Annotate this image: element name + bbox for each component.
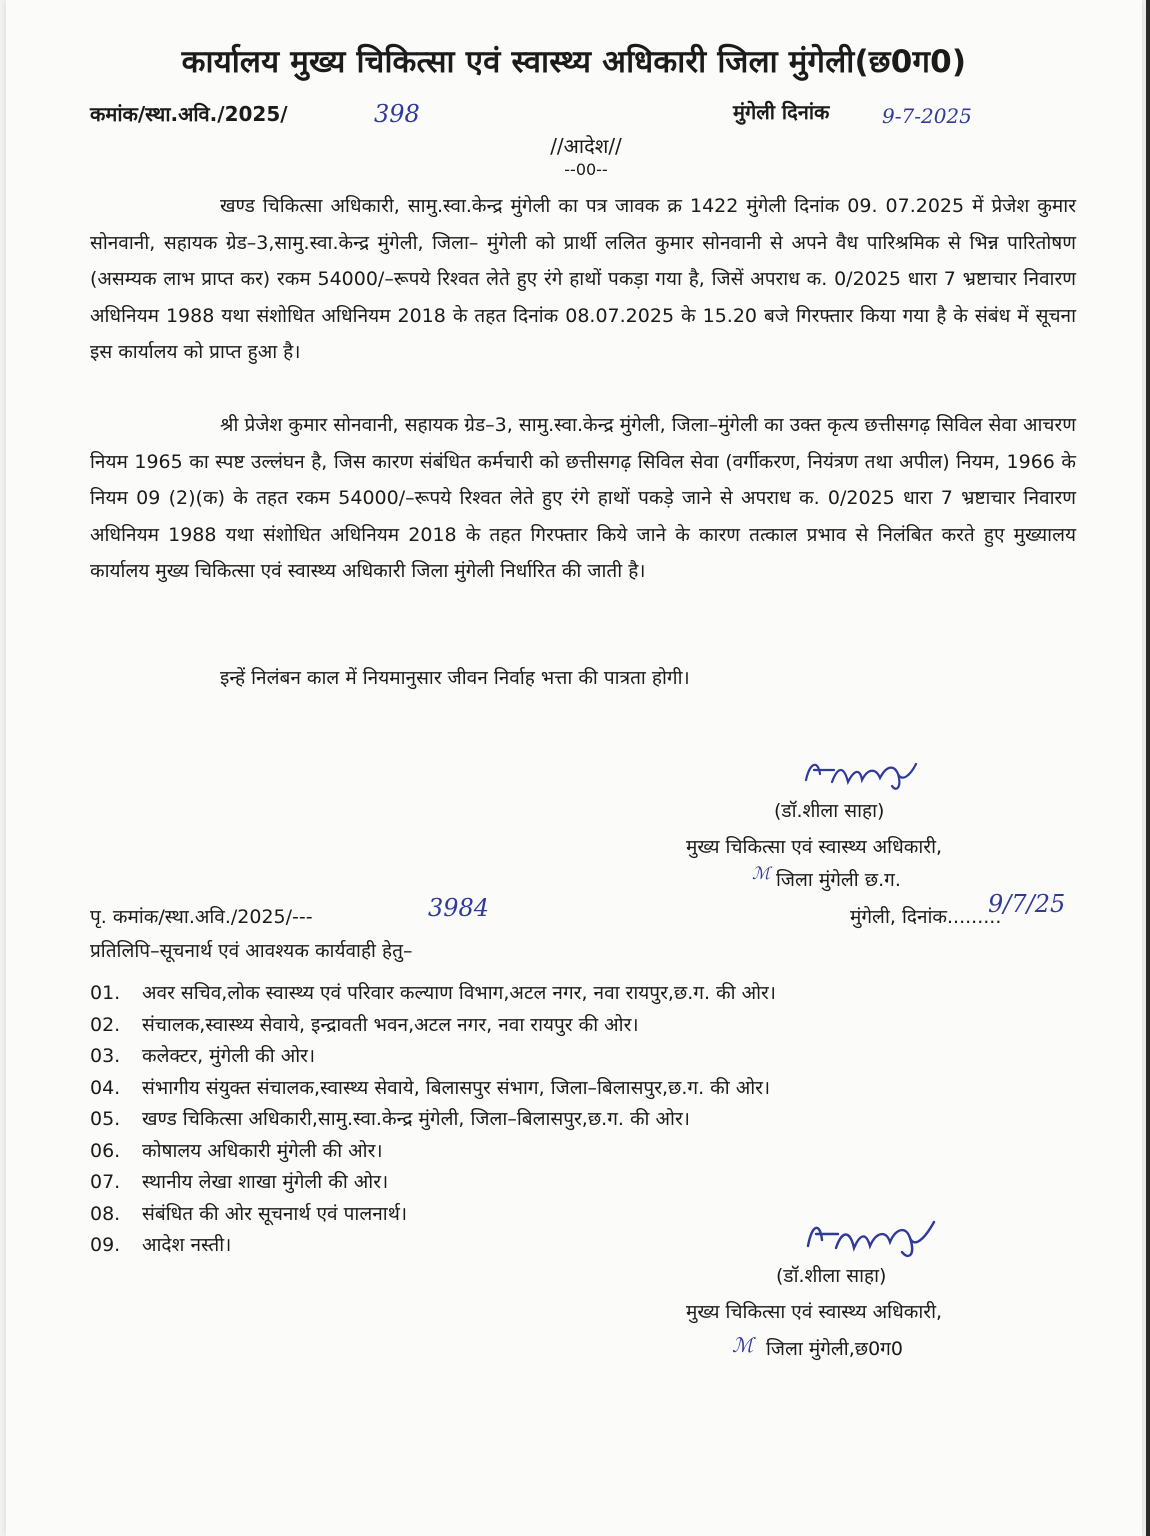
scan-edge bbox=[1146, 0, 1150, 1536]
list-item bbox=[90, 1136, 776, 1168]
paragraph-2-text: श्री प्रेजेश कुमार सोनवानी, सहायक ग्रेड–3, सामु.स्वा.केन्द्र मुंगेली, जिला–मुंगेली का उक्त कृत्य छत्तीसगढ़ सिविल सेवा आचरण नियम 1965 का स्पष्ट उल्लंघन है, जिस कारण संबंधित कर्मचारी को छत्तीसगढ़ सिविल सेवा (वर्गीकरण, नियंत्रण तथा अपील) नियम, 1966 के नियम 09 (2)(क) के तहत रकम 54000/–रूपये रिश्वत लेते हुए रंगे हाथों पकड़े जाने से अपराध क. 0/2025 धारा 7 भ्रष्टाचार निवारण अधिनियम 1988 यथा संशोधित अधिनियम 2018 के तहत गिरफ्तार किये जाने के कारण तत्काल प्रभाव से निलंबित करते हुए मुख्यालय कार्यालय मुख्य चिकित्सा एवं स्वास्थ्य अधिकारी जिला मुंगेली निर्धारित की जाती है। bbox=[90, 414, 1076, 582]
list-item-number: 02. bbox=[90, 1013, 121, 1036]
list-item-number: 07. bbox=[90, 1171, 121, 1193]
list-item-text: आदेश नस्ती। bbox=[142, 1234, 232, 1256]
signature-1-district: जिला मुंगेली छ.ग. bbox=[776, 869, 901, 891]
list-item-number: 01. bbox=[90, 982, 121, 1004]
list-item bbox=[90, 1010, 776, 1042]
list-item bbox=[90, 1199, 776, 1231]
list-item-number: 09. bbox=[90, 1234, 121, 1256]
list-item-number: 03. bbox=[90, 1045, 121, 1067]
list-item-text: संबंधित की ओर सूचनार्थ एवं पालनार्थ। bbox=[142, 1202, 408, 1225]
signature-2-designation: मुख्य चिकित्सा एवं स्वास्थ्य अधिकारी, bbox=[686, 1301, 943, 1323]
handwritten-date: 9-7-2025 bbox=[882, 104, 972, 128]
order-paragraph-2 bbox=[90, 407, 1076, 590]
endorsement-reference-label: पृ. कमांक/स्था.अवि./2025/--- bbox=[90, 906, 313, 928]
list-item bbox=[90, 1041, 776, 1073]
copy-distribution-heading: प्रतिलिपि–सूचनार्थ एवं आवश्यक कार्यवाही हेतु– bbox=[90, 940, 413, 962]
signature-1-image bbox=[798, 752, 928, 794]
signature-2-initial-mark: ℳ bbox=[732, 1333, 754, 1357]
signature-1-initial-mark: ℳ bbox=[752, 864, 771, 884]
office-title: कार्यालय मुख्य चिकित्सा एवं स्वास्थ्य अधिकारी जिला मुंगेली(छ0ग0) bbox=[181, 44, 967, 80]
list-item-number: 05. bbox=[90, 1108, 121, 1130]
signature-1-designation: मुख्य चिकित्सा एवं स्वास्थ्य अधिकारी, bbox=[686, 836, 943, 858]
list-item bbox=[90, 1230, 776, 1262]
order-separator: --00-- bbox=[564, 160, 608, 179]
list-item-text: खण्ड चिकित्सा अधिकारी,सामु.स्वा.केन्द्र मुंगेली, जिला–बिलासपुर,छ.ग. की ओर। bbox=[142, 1108, 690, 1130]
list-item bbox=[90, 1104, 776, 1136]
list-item-number: 08. bbox=[90, 1202, 121, 1225]
document-page bbox=[6, 0, 1142, 1536]
order-paragraph-3 bbox=[90, 660, 1076, 697]
paragraph-3-text: इन्हें निलंबन काल में नियमानुसार जीवन निर्वाह भत्ता की पात्रता होगी। bbox=[220, 667, 690, 689]
signature-2-district: जिला मुंगेली,छ0ग0 bbox=[766, 1338, 903, 1360]
place-date-label: मुंगेली दिनांक bbox=[733, 100, 830, 124]
list-item-text: कोषालय अधिकारी मुंगेली की ओर। bbox=[142, 1139, 383, 1162]
order-paragraph-1 bbox=[90, 188, 1076, 371]
list-item bbox=[90, 1073, 776, 1105]
reference-number-label: कमांक/स्था.अवि./2025/ bbox=[90, 102, 288, 126]
list-item-text: अवर सचिव,लोक स्वास्थ्य एवं परिवार कल्याण विभाग,अटल नगर, नवा रायपुर,छ.ग. की ओर। bbox=[142, 982, 777, 1004]
list-item-text: स्थानीय लेखा शाखा मुंगेली की ओर। bbox=[142, 1171, 389, 1193]
list-item-number: 04. bbox=[90, 1076, 121, 1099]
signature-2-image bbox=[798, 1212, 948, 1262]
signature-2-name: (डॉ.शीला साहा) bbox=[776, 1265, 887, 1287]
endorsement-handwritten-date: 9/7/25 bbox=[988, 890, 1066, 918]
paragraph-1-text: खण्ड चिकित्सा अधिकारी, सामु.स्वा.केन्द्र मुंगेली का पत्र जावक क्र 1422 मुंगेली दिनांक 09. 07.2025 में प्रेजेश कुमार सोनवानी, सहायक ग्रेड–3,सामु.स्वा.केन्द्र मुंगेली, जिला– मुंगेली को प्रार्थी ललित कुमार सोनवानी से अपने वैध पारिश्रमिक से भिन्न पारितोषण (असम्यक लाभ प्राप्त कर) रकम 54000/–रूपये रिश्वत लेते हुए रंगे हाथों पकड़ा गया है, जिसें अपराध क. 0/2025 धारा 7 भ्रष्टाचार निवारण अधिनियम 1988 यथा संशोधित अधिनियम 2018 के तहत दिनांक 08.07.2025 के 15.20 बजे गिरफ्तार किया गया है के संबंध में सूचना इस कार्यालय को प्राप्त हुआ है। bbox=[90, 195, 1076, 363]
copy-distribution-list bbox=[90, 978, 776, 1262]
list-item-text: कलेक्टर, मुंगेली की ओर। bbox=[142, 1045, 316, 1067]
list-item-number: 06. bbox=[90, 1139, 121, 1162]
signature-1-name: (डॉ.शीला साहा) bbox=[774, 800, 885, 822]
list-item-text: संचालक,स्वास्थ्य सेवाये, इन्द्रावती भवन,अटल नगर, नवा रायपुर की ओर। bbox=[142, 1013, 639, 1036]
endorsement-handwritten-number: 3984 bbox=[428, 894, 490, 922]
handwritten-reference-number: 398 bbox=[374, 100, 420, 128]
endorsement-place-date-label: मुंगेली, दिनांक......... bbox=[850, 906, 1002, 928]
list-item bbox=[90, 1167, 776, 1199]
order-heading: //आदेश// bbox=[550, 134, 622, 158]
list-item-text: संभागीय संयुक्त संचालक,स्वास्थ्य सेवाये, बिलासपुर संभाग, जिला–बिलासपुर,छ.ग. की ओर। bbox=[142, 1076, 771, 1099]
list-item bbox=[90, 978, 776, 1010]
